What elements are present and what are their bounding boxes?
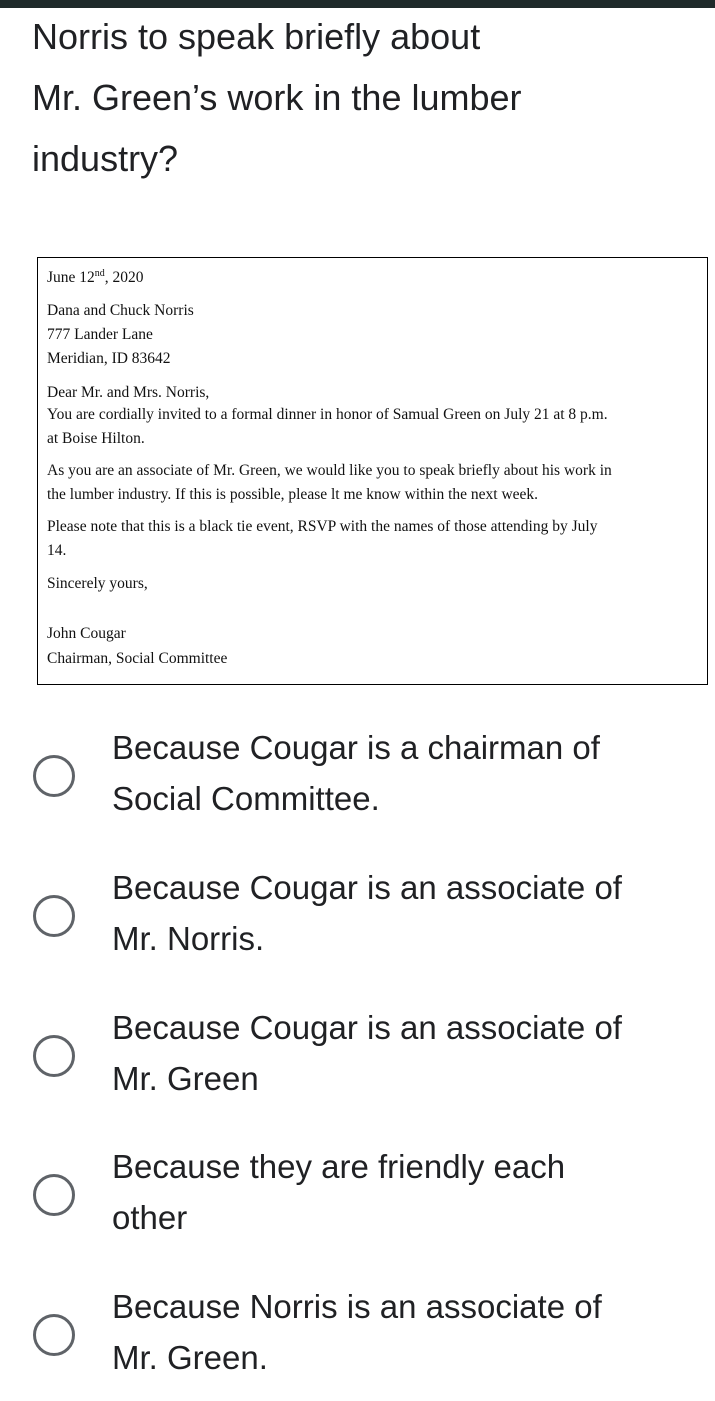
answer-option[interactable] [0, 1002, 715, 1122]
letter-closing: Sincerely yours, [47, 575, 148, 592]
letter-paragraph-line: As you are an associate of Mr. Green, we would like you to speak briefly about his work in [47, 462, 612, 479]
radio-button[interactable] [33, 895, 75, 937]
letter-paragraph-line: the lumber industry. If this is possible, please lt me know within the next week. [47, 486, 539, 503]
letter-recipient-name: Dana and Chuck Norris [47, 302, 194, 319]
letter-signer-title: Chairman, Social Committee [47, 650, 228, 667]
letter-paragraph-line: 14. [47, 542, 67, 559]
radio-button[interactable] [33, 1174, 75, 1216]
letter-date: June 12nd, 2020 [47, 268, 144, 286]
letter-signer-name: John Cougar [47, 625, 126, 642]
letter-address-line: Meridian, ID 83642 [47, 350, 171, 367]
question-line: industry? [32, 138, 179, 179]
radio-button[interactable] [33, 1035, 75, 1077]
answer-option-label: Because Norris is an associate of Mr. Green. [112, 1288, 602, 1376]
letter-salutation: Dear Mr. and Mrs. Norris, [47, 384, 210, 401]
answer-option[interactable] [0, 862, 715, 982]
answer-option-label: Because Cougar is an associate of Mr. Norris. [112, 869, 622, 957]
answer-option[interactable] [0, 722, 715, 842]
letter-paragraph-line: Please note that this is a black tie event, RSVP with the names of those attending by July [47, 518, 598, 535]
question-line: Norris to speak briefly about [32, 16, 481, 57]
answer-option-label: Because Cougar is an associate of Mr. Green [112, 1009, 622, 1097]
answer-option[interactable] [0, 1141, 715, 1261]
letter-paragraph-line: at Boise Hilton. [47, 430, 145, 447]
question-text [32, 6, 682, 189]
answer-option-label: Because Cougar is a chairman of Social Committee. [112, 729, 600, 817]
answer-option[interactable] [0, 1281, 715, 1401]
radio-button[interactable] [33, 755, 75, 797]
question-line: Mr. Green’s work in the lumber [32, 77, 522, 118]
letter-paragraph-line: You are cordially invited to a formal dinner in honor of Samual Green on July 21 at 8 p.m. [47, 406, 608, 423]
answer-option-label: Because they are friendly each other [112, 1148, 566, 1236]
radio-button[interactable] [33, 1314, 75, 1356]
invitation-letter-image [37, 257, 708, 685]
letter-address-line: 777 Lander Lane [47, 326, 153, 343]
